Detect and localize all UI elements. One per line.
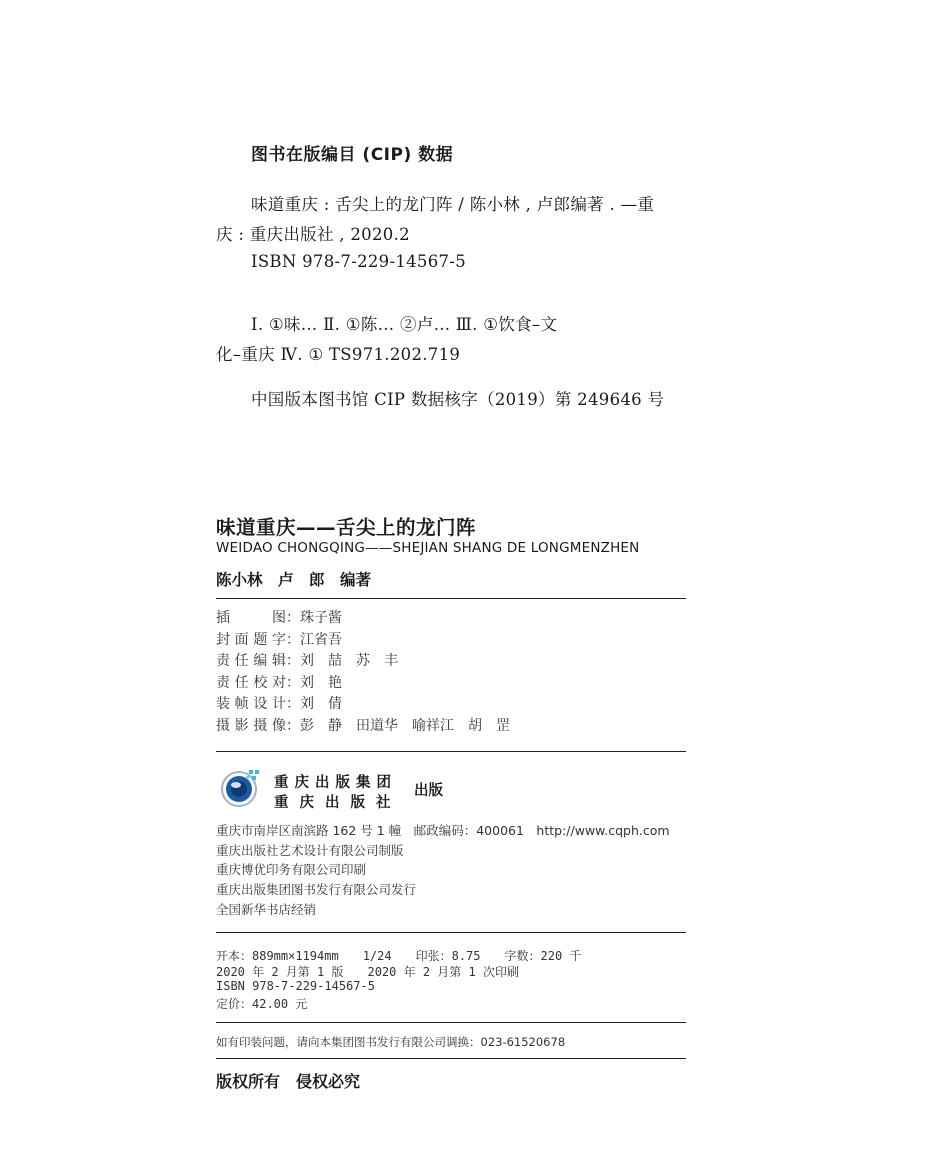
credits-list — [216, 607, 510, 736]
cip-heading: 图书在版编目 (CIP) 数据 — [251, 145, 454, 165]
credit-label: 插图 — [216, 610, 286, 626]
publisher-logo-icon — [219, 767, 261, 809]
publisher-tag: 出版 — [414, 783, 443, 799]
divider — [216, 751, 686, 752]
isbn: ISBN 978-7-229-14567-5 — [216, 979, 375, 993]
credit-value: 江省吾 — [300, 631, 342, 648]
divider — [216, 932, 686, 933]
credit-row — [216, 629, 510, 651]
credit-label: 封面题字 — [216, 631, 286, 648]
credit-colon: ： — [286, 653, 300, 669]
credit-value: 彭 静 田道华 喻祥江 胡 罡 — [300, 717, 510, 734]
credit-value: 刘 艳 — [300, 674, 342, 691]
credit-label: 摄影摄像 — [216, 717, 286, 734]
credit-colon: ： — [286, 717, 300, 734]
credit-row — [216, 693, 510, 715]
cip-line: Ⅰ. ①味… Ⅱ. ①陈… ②卢… Ⅲ. ①饮食–文 — [251, 315, 558, 334]
credit-label: 责任校对 — [216, 674, 286, 691]
credit-row — [216, 650, 510, 672]
credit-colon: ： — [286, 674, 300, 691]
publisher-line: 重庆博优印务有限公司印刷 — [216, 862, 367, 877]
price: 定价：42.00 元 — [216, 997, 308, 1011]
credit-row — [216, 715, 510, 737]
cip-line: 味道重庆 : 舌尖上的龙门阵 / 陈小林 , 卢郎编著 . —重 — [251, 195, 655, 214]
divider — [216, 1022, 686, 1023]
credit-value: 刘 喆 苏 丰 — [300, 653, 398, 669]
book-title: 味道重庆——舌尖上的龙门阵 — [216, 516, 477, 539]
divider — [216, 1058, 686, 1059]
spec-line: 开本：889mm×1194mm 1/24 印张：8.75 字数：220 千 — [216, 949, 582, 963]
publisher-press-name: 重庆出版社 — [274, 795, 402, 811]
credit-value: 刘 倩 — [300, 696, 342, 712]
publisher-line: 重庆出版集团图书发行有限公司发行 — [216, 882, 417, 897]
credit-colon: ： — [286, 696, 300, 712]
cip-line: ISBN 978-7-229-14567-5 — [251, 252, 467, 271]
publisher-group-name: 重庆出版集团 — [274, 775, 397, 791]
credit-colon: ： — [286, 631, 300, 648]
cip-line: 化–重庆 Ⅳ. ① TS971.202.719 — [216, 345, 461, 364]
credit-label: 责任编辑 — [216, 653, 286, 669]
credit-value: 珠子酱 — [300, 610, 342, 626]
credit-colon: ： — [286, 610, 300, 626]
authors: 陈小林 卢 郎 编著 — [216, 571, 372, 589]
copyright-notice: 版权所有 侵权必究 — [216, 1072, 361, 1091]
divider — [216, 598, 686, 599]
credit-label: 装帧设计 — [216, 696, 286, 712]
book-title-pinyin: WEIDAO CHONGQING——SHEJIAN SHANG DE LONGMENZHEN — [216, 540, 640, 556]
print-issue-notice: 如有印装问题，请向本集团图书发行有限公司调换：023-61520678 — [216, 1035, 566, 1049]
credit-row — [216, 607, 510, 629]
publisher-line: 全国新华书店经销 — [216, 902, 317, 917]
spec-line: 2020 年 2 月第 1 版 2020 年 2 月第 1 次印刷 — [216, 965, 519, 979]
publisher-line: 重庆出版社艺术设计有限公司制版 — [216, 843, 404, 858]
publisher-address: 重庆市南岸区南滨路 162 号 1 幢 邮政编码：400061 http://www.cqph.com — [216, 823, 670, 838]
cip-line: 中国版本图书馆 CIP 数据核字（2019）第 249646 号 — [251, 390, 665, 409]
credit-row — [216, 672, 510, 694]
cip-line: 庆 : 重庆出版社 , 2020.2 — [216, 225, 410, 244]
